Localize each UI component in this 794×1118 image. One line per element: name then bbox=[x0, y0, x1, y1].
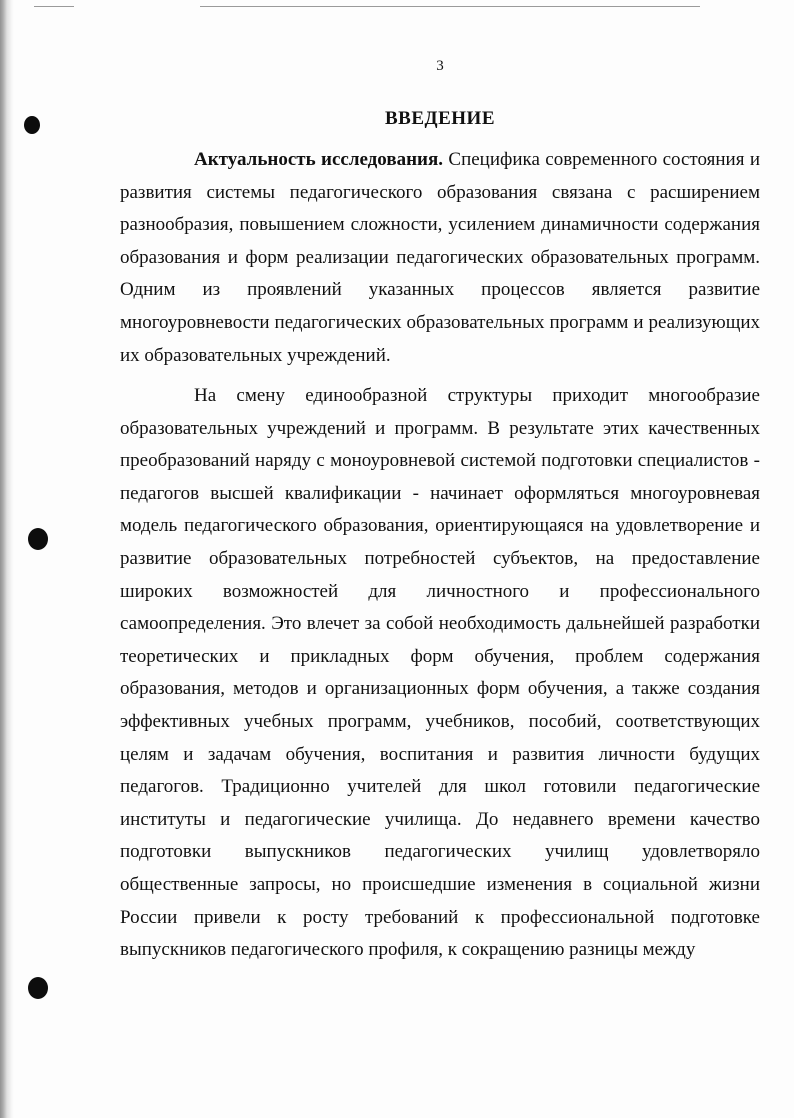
top-rule-left bbox=[34, 6, 74, 7]
binding-hole-middle bbox=[28, 528, 48, 550]
section-heading: ВВЕДЕНИЕ bbox=[385, 108, 495, 129]
paragraph-structure bbox=[120, 380, 760, 967]
top-rule-main bbox=[200, 6, 700, 7]
binding-hole-bottom bbox=[28, 977, 48, 999]
page-number: 3 bbox=[436, 58, 444, 74]
scan-binding-edge bbox=[0, 0, 14, 1118]
paragraph-relevance bbox=[120, 144, 760, 372]
paragraph-text: Специфика современного состояния и развития системы педагогического образования связана с расширением разнообразия, повышением сложности, усилением динамичности содержания образования и форм реализации педагогических образовательных программ. Одним из проявлений указанных процессов является развитие многоуровневости педагогических образовательных программ и реализующих их образовательных учреждений. bbox=[120, 149, 760, 366]
paragraph-lead: Актуальность исследования. bbox=[194, 149, 444, 170]
paragraph-text: На смену единообразной структуры приходит многообразие образовательных учреждений и программ. В результате этих качественных преобразований наряду с моноуровневой системой подготовки специалистов - педагогов высшей квалификации - начинает оформляться многоуровневая модель педагогического образования, ориентирующаяся на удовлетворение и развитие образовательных потребностей субъектов, на предоставление широких возможностей для личностного и профессионального самоопределения. Это влечет за собой необходимость дальнейшей разработки теоретических и прикладных форм обучения, проблем содержания образования, методов и организационных форм обучения, а также создания эффективных учебных программ, учебников, пособий, соответствующих целям и задачам обучения, воспитания и развития личности будущих педагогов. Традиционно учителей для школ готовили педагогические институты и педагогические училища. До недавнего времени качество подготовки выпускников педагогических училищ удовлетворяло общественные запросы, но происшедшие изменения в социальной жизни России привели к росту требований к профессиональной подготовке выпускников педагогического профиля, к сокращению разницы между bbox=[120, 385, 760, 961]
